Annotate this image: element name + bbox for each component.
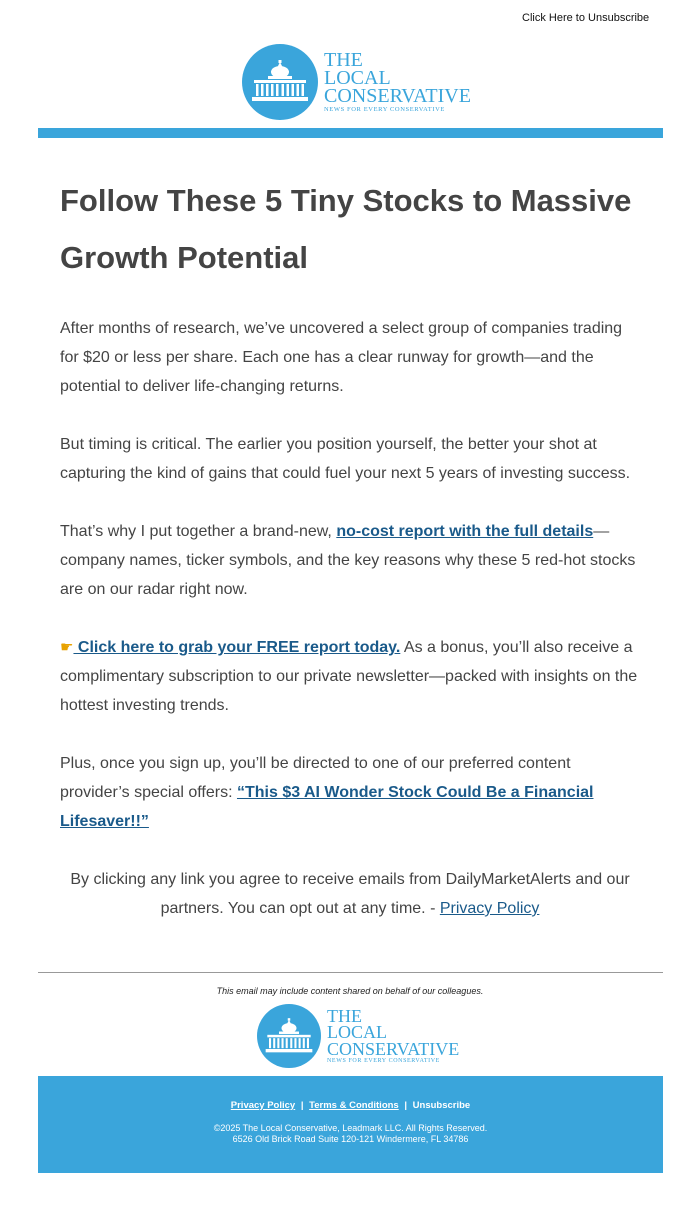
capitol-building-icon [257, 1004, 321, 1068]
paragraph-3 [60, 517, 640, 604]
footer-logo-wordmark [327, 1008, 459, 1064]
ai-stock-offer-link[interactable]: “This $3 AI Wonder Stock Could Be a Financial Lifesaver!!” [60, 784, 594, 830]
logo-wordmark [324, 51, 471, 113]
consent-disclaimer-text: By clicking any link you agree to receive emails from DailyMarketAlerts and our partners. You can opt out at any time. - [70, 871, 630, 917]
paragraph-3-text-before: That’s why I put together a brand-new, [60, 523, 337, 540]
address-text: 6526 Old Brick Road Suite 120-121 Windermere, FL 34786 [232, 1134, 469, 1144]
footer-logo-line-3: CONSERVATIVE [327, 1038, 460, 1059]
footer-terms-link[interactable]: Terms & Conditions [309, 1100, 399, 1111]
footer-copyright [38, 1123, 663, 1145]
site-logo[interactable] [242, 44, 471, 120]
footer-link-separator: | [300, 1100, 304, 1111]
colleagues-note: This email may include content shared on behalf of our colleagues. [216, 986, 484, 996]
unsubscribe-link-top[interactable]: Click Here to Unsubscribe [522, 12, 650, 24]
footer-links [38, 1100, 663, 1111]
header-divider-bar [38, 128, 663, 138]
paragraph-3-text-after: —company names, ticker symbols, and the key reasons why these 5 red-hot stocks are on our radar right now. [60, 523, 636, 598]
pointing-hand-icon: ☛ [60, 639, 74, 656]
logo-line-1: THE [324, 49, 363, 71]
footer-unsubscribe-link[interactable]: Unsubscribe [412, 1100, 471, 1111]
report-details-link[interactable]: no-cost report with the full details [336, 523, 594, 540]
logo-line-2: LOCAL [324, 67, 391, 89]
capitol-building-icon [242, 44, 318, 120]
paragraph-5 [60, 749, 640, 836]
footer-logo[interactable] [257, 1004, 459, 1068]
footer-link-separator: | [404, 1100, 408, 1111]
privacy-policy-link[interactable]: Privacy Policy [439, 900, 540, 917]
free-report-link[interactable]: Click here to grab your FREE report today. [73, 639, 401, 656]
logo-tagline: NEWS FOR EVERY CONSERVATIVE [324, 106, 445, 113]
paragraph-4-text-after: As a bonus, you’ll also receive a complimentary subscription to our private newsletter—packed with insights on the hottest investing trends. [60, 639, 638, 714]
footer-logo-line-2: LOCAL [327, 1022, 387, 1043]
headline: Follow These 5 Tiny Stocks to Massive Growth Potential [60, 183, 632, 275]
email-body [60, 172, 640, 923]
footer-logo-line-1: THE [327, 1006, 362, 1027]
paragraph-5-text-before: Plus, once you sign up, you’ll be directed to one of our preferred content provider’s special offers: [60, 755, 571, 801]
footer-divider [38, 972, 663, 973]
footer-logo-tagline: NEWS FOR EVERY CONSERVATIVE [327, 1057, 440, 1064]
paragraph-2: But timing is critical. The earlier you position yourself, the better your shot at capturing the kind of gains that could fuel your next 5 years of investing success. [60, 436, 631, 482]
logo-line-3: CONSERVATIVE [324, 85, 471, 107]
copyright-text: ©2025 The Local Conservative, Leadmark LLC. All Rights Reserved. [213, 1123, 488, 1133]
footer-bar [38, 1076, 663, 1173]
consent-disclaimer [60, 865, 640, 923]
footer-privacy-link[interactable]: Privacy Policy [230, 1100, 296, 1111]
paragraph-1: After months of research, we’ve uncovered a select group of companies trading for $20 or less per share. Each one has a clear runway for growth—and the potential to deliver life-changing returns. [60, 320, 623, 395]
paragraph-4 [60, 633, 640, 720]
